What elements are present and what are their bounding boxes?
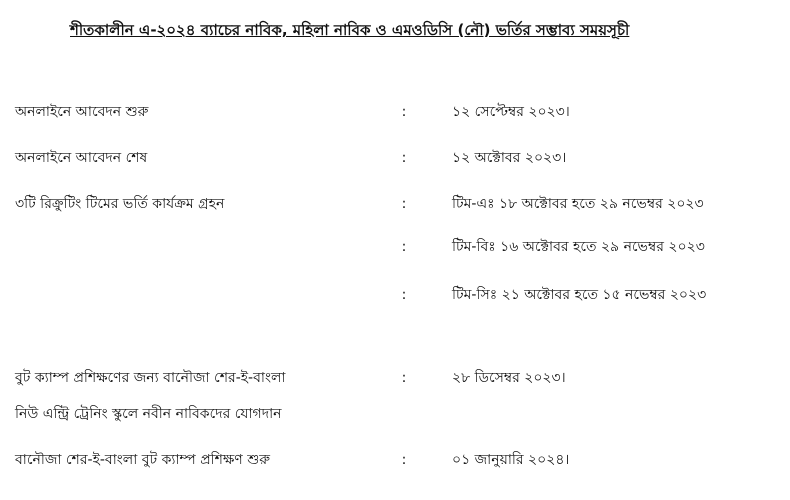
schedule-row-online-end: [0, 146, 790, 170]
schedule-row-boot-camp-joining-continued: [0, 402, 790, 426]
row-value: ২৮ ডিসেম্বর ২০২৩।: [452, 370, 566, 386]
row-label: নিউ এন্ট্রি ট্রেনিং স্কুলে নবীন নাবিকদের যোগদান: [15, 406, 282, 422]
row-colon: :: [401, 150, 407, 166]
row-colon: :: [401, 287, 407, 303]
row-value: ১২ সেপ্টেম্বর ২০২৩।: [452, 104, 570, 120]
row-colon: :: [401, 196, 407, 212]
row-label: ৩টি রিক্রুটিং টিমের ভর্তি কার্যক্রম গ্রহন: [15, 196, 225, 212]
row-colon: :: [401, 452, 407, 468]
schedule-row-recruiting-team-a: [0, 192, 790, 216]
schedule-row-online-start: [0, 100, 790, 124]
schedule-row-recruiting-team-c: [0, 283, 790, 307]
schedule-row-boot-camp-joining: [0, 366, 790, 390]
row-value: ০১ জানুয়ারি ২০২৪।: [452, 452, 570, 468]
row-label: অনলাইনে আবেদন শুরু: [15, 104, 149, 120]
schedule-row-boot-camp-start: [0, 448, 790, 472]
document-title: শীতকালীন এ-২০২৪ ব্যাচের নাবিক, মহিলা নাবিক ও এমওডিসি (নৌ) ভর্তির সম্ভাব্য সময়সূচী: [70, 21, 630, 39]
row-value: টিম-এঃ ১৮ অক্টোবর হতে ২৯ নভেম্বর ২০২৩: [452, 196, 704, 212]
row-colon: :: [401, 239, 407, 255]
row-value: টিম-বিঃ ১৬ অক্টোবর হতে ২৯ নভেম্বর ২০২৩: [452, 239, 705, 255]
row-label: বানৌজা শের-ই-বাংলা বুট ক্যাম্প প্রশিক্ষণ শুরু: [15, 452, 270, 468]
row-label: বুট ক্যাম্প প্রশিক্ষণের জন্য বানৌজা শের-ই-বাংলা: [15, 370, 286, 386]
row-colon: :: [401, 370, 407, 386]
row-label: অনলাইনে আবেদন শেষ: [15, 150, 148, 166]
row-value: ১২ অক্টোবর ২০২৩।: [452, 150, 567, 166]
row-value: টিম-সিঃ ২১ অক্টোবর হতে ১৫ নভেম্বর ২০২৩: [452, 287, 707, 303]
row-colon: :: [401, 104, 407, 120]
schedule-row-recruiting-team-b: [0, 235, 790, 259]
